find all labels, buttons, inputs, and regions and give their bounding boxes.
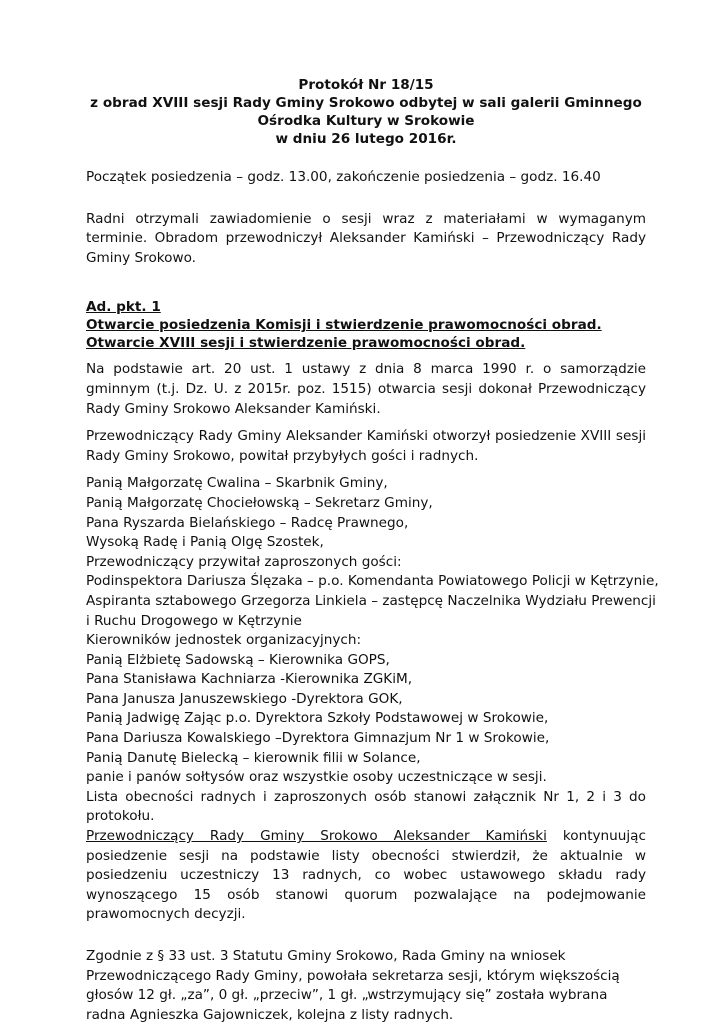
section-header bbox=[86, 298, 646, 352]
list-item: Kierowników jednostek organizacyjnych: bbox=[86, 632, 362, 649]
list-item: Wysoką Radę i Panią Olgę Szostek, bbox=[86, 534, 324, 551]
document-title bbox=[86, 76, 646, 148]
list-item: Aspiranta sztabowego Grzegorza Linkiela – zastępcę Naczelnika Wydziału Prewencji bbox=[86, 592, 656, 609]
list-item: Panią Małgorzatę Cwalina – Skarbnik Gminy, bbox=[86, 475, 388, 492]
list-item: Podinspektora Dariusza Ślęzaka – p.o. Komendanta Powiatowego Policji w Kętrzynie, bbox=[86, 573, 659, 590]
document-page bbox=[86, 76, 659, 1025]
list-item: Pana Stanisława Kachniarza -Kierownika ZGKiM, bbox=[86, 671, 413, 688]
list-item: Pana Ryszarda Bielańskiego – Radcę Prawnego, bbox=[86, 514, 409, 531]
list-item: Panią Danutę Bielecką – kierownik filii w Solance, bbox=[86, 749, 421, 766]
section-heading-2: Otwarcie XVIII sesji i stwierdzenie prawomocności obrad. bbox=[86, 335, 526, 352]
opening-paragraph: Przewodniczący Rady Gminy Aleksander Kamiński otworzył posiedzenie XVIII sesji Rady Gminy Srokowo, powitał przybyłych gości i radnych. bbox=[86, 428, 646, 464]
list-item: panie i panów sołtysów oraz wszystkie osoby uczestniczące w sesji. bbox=[86, 769, 547, 786]
section-heading-1: Otwarcie posiedzenia Komisji i stwierdzenie prawomocności obrad. bbox=[86, 317, 602, 334]
chairman-name: Przewodniczący Rady Gminy Srokowo Aleksander Kamiński bbox=[86, 828, 547, 845]
secretary-paragraph: Zgodnie z § 33 ust. 3 Statutu Gminy Srokowo, Rada Gminy na wniosek Przewodniczącego Rady Gminy, powołała sekretarza sesji, którym większością głosów 12 gł. „za”, 0 gł. „przeciw”, 1 gł. „wstrzymujący się” została wybrana radna Agnieszka Gajowniczek, kolejna z listy radnych. bbox=[86, 948, 620, 1023]
list-item: Pana Janusza Januszewskiego -Dyrektora GOK, bbox=[86, 690, 403, 707]
legal-basis-paragraph: Na podstawie art. 20 ust. 1 ustawy z dnia 8 marca 1990 r. o samorządzie gminnym (t.j. Dz. U. z 2015r. poz. 1515) otwarcia sesji dokonał Przewodniczący Rady Gminy Srokowo Aleksander Kamiński. bbox=[86, 361, 646, 417]
intro-paragraph: Radni otrzymali zawiadomienie o sesji wraz z materiałami w wymaganym terminie. Obradom przewodniczył Aleksander Kamiński – Przewodniczący Rady Gminy Srokowo. bbox=[86, 210, 646, 266]
title-line-2: z obrad XVIII sesji Rady Gminy Srokowo odbytej w sali galerii Gminnego bbox=[90, 95, 642, 111]
title-line-3: Ośrodka Kultury w Srokowie bbox=[257, 113, 475, 129]
list-item: Panią Jadwigę Zając p.o. Dyrektora Szkoły Podstawowej w Srokowie, bbox=[86, 710, 549, 727]
list-item: Przewodniczący przywitał zaproszonych gości: bbox=[86, 553, 402, 570]
list-item: Panią Małgorzatę Chociełowską – Sekretarz Gminy, bbox=[86, 494, 433, 511]
session-times: Początek posiedzenia – godz. 13.00, zakończenie posiedzenia – godz. 16.40 bbox=[86, 169, 601, 185]
list-item: Pana Dariusza Kowalskiego –Dyrektora Gimnazjum Nr 1 w Srokowie, bbox=[86, 730, 550, 747]
quorum-paragraph bbox=[86, 827, 646, 925]
attendance-paragraph: Lista obecności radnych i zaproszonych osób stanowi załącznik Nr 1, 2 i 3 do protokołu. bbox=[86, 788, 646, 825]
list-item: Panią Elżbietę Sadowską – Kierownika GOPS, bbox=[86, 651, 390, 668]
list-item: i Ruchu Drogowego w Kętrzynie bbox=[86, 612, 302, 629]
title-line-4: w dniu 26 lutego 2016r. bbox=[275, 131, 457, 147]
title-line-1: Protokół Nr 18/15 bbox=[298, 77, 434, 93]
section-label: Ad. pkt. 1 bbox=[86, 299, 161, 316]
guest-list bbox=[86, 474, 659, 788]
quorum-text: kontynuując posiedzenie sesji na podstawie listy obecności stwierdził, że aktualnie w posiedzeniu uczestniczy 13 radnych, co wobec ustawowego składu rady wynoszącego 15 osób stanowi quorum pozwalające na podejmowanie prawomocnych decyzji. bbox=[86, 828, 646, 923]
